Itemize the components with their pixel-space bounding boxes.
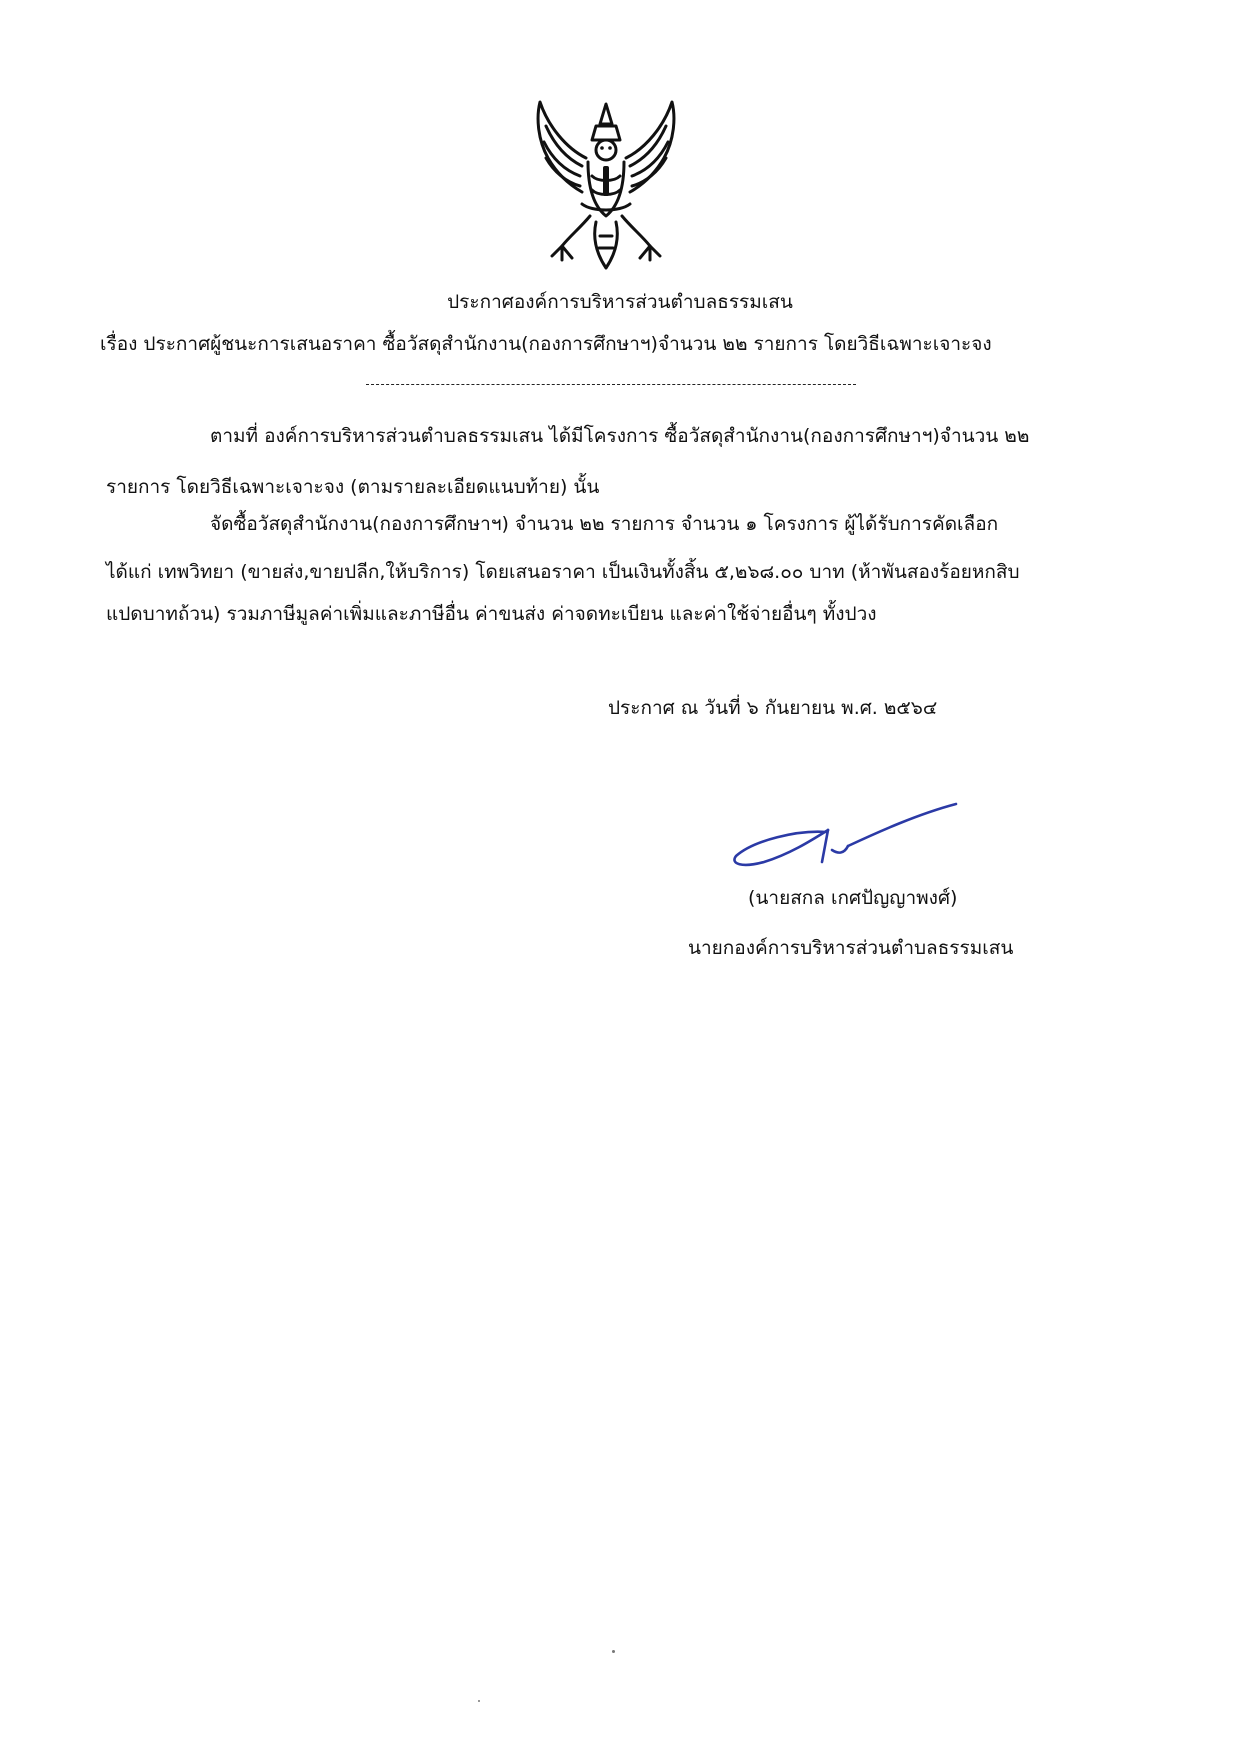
scan-speck (478, 1700, 480, 1702)
announcement-date: ประกาศ ณ วันที่ ๖ กันยายน พ.ศ. ๒๕๖๔ (608, 697, 938, 719)
paragraph-1-line-1: ตามที่ องค์การบริหารส่วนตำบลธรรมเสน ได้มีโครงการ ซื้อวัสดุสำนักงาน(กองการศึกษาฯ)จำนวน ๒๒ (210, 425, 1030, 447)
dashed-separator (366, 384, 856, 385)
scan-speck (612, 1650, 615, 1653)
paragraph-2-line-2: ได้แก่ เทพวิทยา (ขายส่ง,ขายปลีก,ให้บริการ) โดยเสนอราคา เป็นเงินทั้งสิ้น ๕,๒๖๘.๐๐ บาท (ห้าพันสองร้อยหกสิบ (106, 561, 1020, 583)
handwritten-signature-icon (728, 796, 960, 872)
paragraph-2-line-3: แปดบาทถ้วน) รวมภาษีมูลค่าเพิ่มและภาษีอื่น ค่าขนส่ง ค่าจดทะเบียน และค่าใช้จ่ายอื่นๆ ทั้งปวง (106, 603, 877, 625)
paragraph-2-line-1: จัดซื้อวัสดุสำนักงาน(กองการศึกษาฯ) จำนวน ๒๒ รายการ จำนวน ๑ โครงการ ผู้ได้รับการคัดเลือก (210, 513, 999, 535)
announcement-subject: เรื่อง ประกาศผู้ชนะการเสนอราคา ซื้อวัสดุสำนักงาน(กองการศึกษาฯ)จำนวน ๒๒ รายการ โดยวิธีเฉพาะเจาะจง (100, 333, 992, 355)
garuda-emblem-icon (526, 96, 686, 272)
signer-position: นายกองค์การบริหารส่วนตำบลธรรมเสน (688, 937, 1014, 959)
signer-name: (นายสกล เกศปัญญาพงศ์) (748, 887, 958, 909)
paragraph-1-line-2: รายการ โดยวิธีเฉพาะเจาะจง (ตามรายละเอียดแนบท้าย) นั้น (106, 476, 600, 498)
announcement-title: ประกาศองค์การบริหารส่วนตำบลธรรมเสน (447, 291, 793, 313)
